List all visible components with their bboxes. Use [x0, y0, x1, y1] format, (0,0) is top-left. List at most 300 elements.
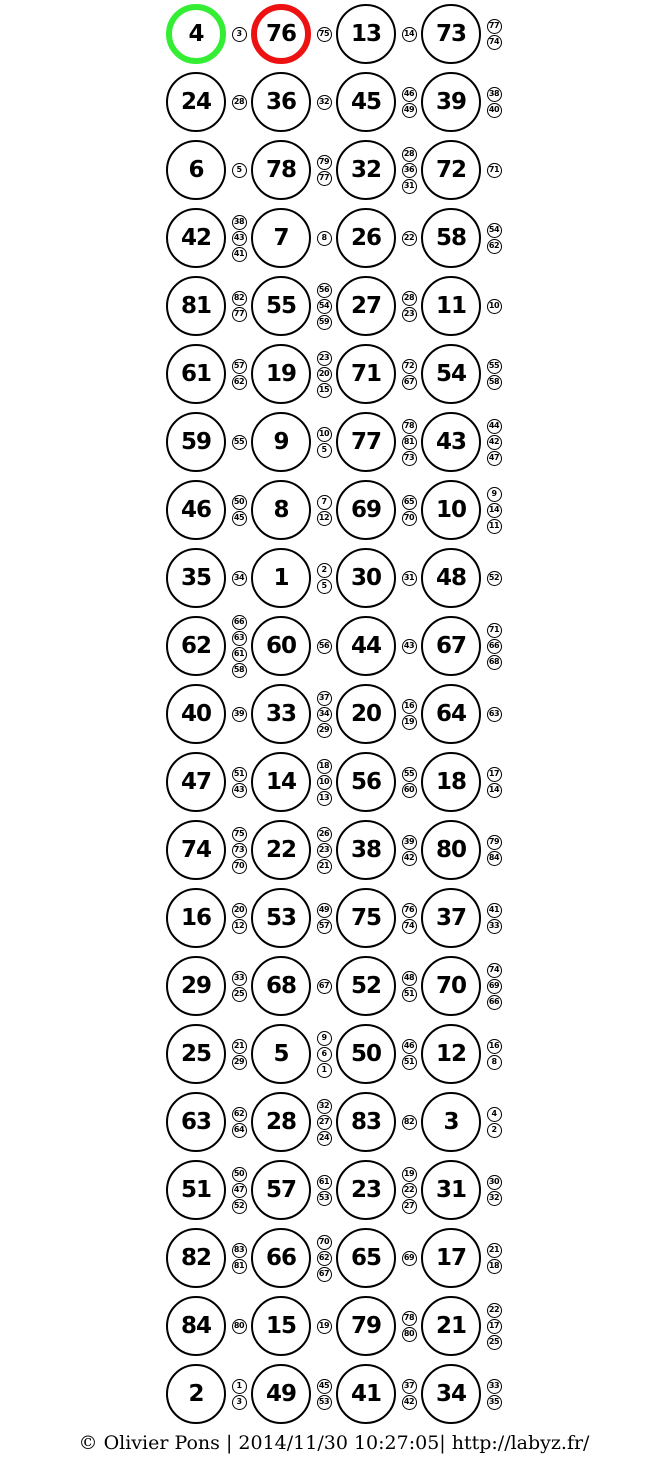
- link-number-badge: 22: [402, 1183, 417, 1198]
- maze-cell[interactable]: 67: [421, 616, 481, 676]
- link-number-badge: 28: [232, 95, 247, 110]
- maze-cell[interactable]: 61: [166, 344, 226, 404]
- link-number-badge: 67: [402, 375, 417, 390]
- cell-links: [229, 615, 249, 678]
- link-number-badge: 72: [402, 359, 417, 374]
- maze-cell[interactable]: 60: [251, 616, 311, 676]
- link-number-badge: 68: [487, 655, 502, 670]
- cell-links: [229, 435, 249, 450]
- maze-cell[interactable]: 54: [421, 344, 481, 404]
- maze-cell[interactable]: 47: [166, 752, 226, 812]
- link-number-badge: 1: [232, 1379, 247, 1394]
- maze-cell[interactable]: 69: [336, 480, 396, 540]
- link-number-badge: 12: [317, 511, 332, 526]
- link-number-badge: 78: [402, 419, 417, 434]
- maze-cell[interactable]: 45: [336, 72, 396, 132]
- link-number-badge: 44: [487, 419, 502, 434]
- cell-links: [399, 1251, 419, 1266]
- link-number-badge: 73: [232, 843, 247, 858]
- maze-cell[interactable]: 29: [166, 956, 226, 1016]
- link-number-badge: 46: [402, 87, 417, 102]
- link-number-badge: 19: [402, 1167, 417, 1182]
- maze-cell[interactable]: 17: [421, 1228, 481, 1288]
- link-number-badge: 55: [487, 359, 502, 374]
- link-number-badge: 24: [317, 1131, 332, 1146]
- cell-links: [229, 1243, 249, 1274]
- link-number-badge: 50: [232, 495, 247, 510]
- cell-links: [314, 1319, 334, 1334]
- link-number-badge: 5: [317, 579, 332, 594]
- cell-links: [399, 1039, 419, 1070]
- maze-cell[interactable]: 79: [336, 1296, 396, 1356]
- link-number-badge: 70: [232, 859, 247, 874]
- cell-links: [314, 1379, 334, 1410]
- maze-cell[interactable]: 83: [336, 1092, 396, 1152]
- link-number-badge: 20: [232, 903, 247, 918]
- link-number-badge: 2: [317, 563, 332, 578]
- maze-cell[interactable]: 25: [166, 1024, 226, 1084]
- link-number-badge: 74: [487, 963, 502, 978]
- link-number-badge: 57: [317, 919, 332, 934]
- cell-links: [314, 979, 334, 994]
- link-number-badge: 11: [487, 519, 502, 534]
- cell-links: [484, 1175, 504, 1206]
- link-number-badge: 66: [487, 995, 502, 1010]
- link-number-badge: 45: [317, 1379, 332, 1394]
- cell-links: [399, 639, 419, 654]
- cell-links: [399, 1379, 419, 1410]
- link-number-badge: 4: [487, 1107, 502, 1122]
- link-number-badge: 34: [317, 707, 332, 722]
- maze-cell[interactable]: 37: [421, 888, 481, 948]
- link-number-badge: 14: [487, 503, 502, 518]
- link-number-badge: 80: [232, 1319, 247, 1334]
- cell-links: [229, 1319, 249, 1334]
- link-number-badge: 61: [232, 647, 247, 662]
- link-number-badge: 49: [402, 103, 417, 118]
- cell-links: [399, 903, 419, 934]
- maze-cell[interactable]: 39: [421, 72, 481, 132]
- link-number-badge: 8: [317, 231, 332, 246]
- goal-cell[interactable]: 76: [251, 4, 311, 64]
- maze-cell[interactable]: 10: [421, 480, 481, 540]
- maze-cell[interactable]: 22: [251, 820, 311, 880]
- cell-links: [484, 903, 504, 934]
- link-number-badge: 35: [487, 1395, 502, 1410]
- cell-links: [229, 1167, 249, 1214]
- link-number-badge: 63: [487, 707, 502, 722]
- cell-links: [399, 231, 419, 246]
- link-number-badge: 62: [232, 1107, 247, 1122]
- link-number-badge: 21: [487, 1243, 502, 1258]
- maze-cell[interactable]: 63: [166, 1092, 226, 1152]
- cell-links: [399, 1311, 419, 1342]
- cell-links: [314, 691, 334, 738]
- maze-cell[interactable]: 74: [166, 820, 226, 880]
- maze-cell[interactable]: 7: [251, 208, 311, 268]
- link-number-badge: 70: [402, 511, 417, 526]
- link-number-badge: 37: [317, 691, 332, 706]
- link-number-badge: 22: [402, 231, 417, 246]
- start-cell[interactable]: 4: [166, 4, 226, 64]
- link-number-badge: 21: [232, 1039, 247, 1054]
- maze-cell[interactable]: 73: [421, 4, 481, 64]
- cell-links: [399, 1167, 419, 1214]
- cell-links: [484, 87, 504, 118]
- cell-links: [229, 27, 249, 42]
- maze-cell[interactable]: 31: [421, 1160, 481, 1220]
- maze-cell[interactable]: 72: [421, 140, 481, 200]
- link-number-badge: 27: [402, 1199, 417, 1214]
- cell-links: [229, 767, 249, 798]
- cell-links: [484, 767, 504, 798]
- maze-cell[interactable]: 82: [166, 1228, 226, 1288]
- link-number-badge: 82: [232, 291, 247, 306]
- link-number-badge: 5: [232, 163, 247, 178]
- link-number-badge: 80: [402, 1327, 417, 1342]
- maze-cell[interactable]: 27: [336, 276, 396, 336]
- maze-cell[interactable]: 32: [336, 140, 396, 200]
- link-number-badge: 36: [402, 163, 417, 178]
- link-number-badge: 75: [232, 827, 247, 842]
- maze-cell[interactable]: 65: [336, 1228, 396, 1288]
- cell-links: [229, 291, 249, 322]
- maze-cell[interactable]: 59: [166, 412, 226, 472]
- link-number-badge: 74: [402, 919, 417, 934]
- maze-cell[interactable]: 6: [166, 140, 226, 200]
- copyright-footer: © Olivier Pons | 2014/11/30 10:27:05| http://labyz.fr/: [78, 1432, 590, 1454]
- link-number-badge: 29: [317, 723, 332, 738]
- maze-cell[interactable]: 68: [251, 956, 311, 1016]
- link-number-badge: 10: [487, 299, 502, 314]
- cell-links: [484, 835, 504, 866]
- maze-cell[interactable]: 14: [251, 752, 311, 812]
- link-number-badge: 61: [317, 1175, 332, 1190]
- link-number-badge: 40: [487, 103, 502, 118]
- cell-links: [399, 27, 419, 42]
- cell-links: [229, 971, 249, 1002]
- link-number-badge: 77: [232, 307, 247, 322]
- cell-links: [484, 223, 504, 254]
- link-number-badge: 55: [402, 767, 417, 782]
- maze-cell[interactable]: 12: [421, 1024, 481, 1084]
- maze-cell[interactable]: 34: [421, 1364, 481, 1424]
- link-number-badge: 32: [317, 95, 332, 110]
- cell-links: [314, 95, 334, 110]
- link-number-badge: 79: [487, 835, 502, 850]
- maze-cell[interactable]: 64: [421, 684, 481, 744]
- cell-links: [229, 571, 249, 586]
- link-number-badge: 76: [402, 903, 417, 918]
- cell-links: [399, 767, 419, 798]
- link-number-badge: 42: [402, 1395, 417, 1410]
- link-number-badge: 19: [317, 1319, 332, 1334]
- maze-cell[interactable]: 19: [251, 344, 311, 404]
- cell-links: [229, 1107, 249, 1138]
- link-number-badge: 18: [317, 759, 332, 774]
- cell-links: [314, 903, 334, 934]
- link-number-badge: 3: [232, 27, 247, 42]
- cell-links: [484, 571, 504, 586]
- link-number-badge: 69: [402, 1251, 417, 1266]
- link-number-badge: 69: [487, 979, 502, 994]
- link-number-badge: 81: [232, 1259, 247, 1274]
- link-number-badge: 84: [487, 851, 502, 866]
- link-number-badge: 43: [232, 783, 247, 798]
- cell-links: [484, 299, 504, 314]
- maze-cell[interactable]: 33: [251, 684, 311, 744]
- cell-links: [229, 1379, 249, 1410]
- cell-links: [484, 19, 504, 50]
- cell-links: [399, 359, 419, 390]
- link-number-badge: 55: [232, 435, 247, 450]
- cell-links: [314, 1099, 334, 1146]
- link-number-badge: 42: [402, 851, 417, 866]
- maze-cell[interactable]: 2: [166, 1364, 226, 1424]
- cell-links: [229, 903, 249, 934]
- link-number-badge: 8: [487, 1055, 502, 1070]
- cell-links: [484, 707, 504, 722]
- link-number-badge: 19: [402, 715, 417, 730]
- maze-cell[interactable]: 23: [336, 1160, 396, 1220]
- cell-links: [314, 231, 334, 246]
- link-number-badge: 18: [487, 1259, 502, 1274]
- cell-links: [314, 759, 334, 806]
- cell-links: [229, 707, 249, 722]
- link-number-badge: 42: [487, 435, 502, 450]
- maze-cell[interactable]: 78: [251, 140, 311, 200]
- link-number-badge: 73: [402, 451, 417, 466]
- link-number-badge: 65: [402, 495, 417, 510]
- cell-links: [484, 963, 504, 1010]
- link-number-badge: 25: [232, 987, 247, 1002]
- link-number-badge: 12: [232, 919, 247, 934]
- link-number-badge: 62: [232, 375, 247, 390]
- maze-cell[interactable]: 40: [166, 684, 226, 744]
- link-number-badge: 51: [402, 987, 417, 1002]
- link-number-badge: 15: [317, 383, 332, 398]
- link-number-badge: 71: [487, 623, 502, 638]
- link-number-badge: 52: [487, 571, 502, 586]
- link-number-badge: 49: [317, 903, 332, 918]
- link-number-badge: 39: [232, 707, 247, 722]
- cell-links: [484, 1039, 504, 1070]
- cell-links: [399, 87, 419, 118]
- link-number-badge: 26: [317, 827, 332, 842]
- link-number-badge: 67: [317, 979, 332, 994]
- maze-cell[interactable]: 30: [336, 548, 396, 608]
- cell-links: [314, 827, 334, 874]
- link-number-badge: 1: [317, 1063, 332, 1078]
- maze-cell[interactable]: 46: [166, 480, 226, 540]
- link-number-badge: 51: [402, 1055, 417, 1070]
- maze-cell[interactable]: 1: [251, 548, 311, 608]
- link-number-badge: 28: [402, 291, 417, 306]
- cell-links: [314, 427, 334, 458]
- cell-links: [314, 495, 334, 526]
- link-number-badge: 62: [487, 239, 502, 254]
- cell-links: [484, 1379, 504, 1410]
- cell-links: [399, 971, 419, 1002]
- link-number-badge: 70: [317, 1235, 332, 1250]
- link-number-badge: 83: [232, 1243, 247, 1258]
- link-number-badge: 9: [487, 487, 502, 502]
- maze-cell[interactable]: 58: [421, 208, 481, 268]
- cell-links: [399, 835, 419, 866]
- maze-cell[interactable]: 71: [336, 344, 396, 404]
- link-number-badge: 53: [317, 1395, 332, 1410]
- link-number-badge: 33: [232, 971, 247, 986]
- link-number-badge: 25: [487, 1335, 502, 1350]
- maze-cell[interactable]: 8: [251, 480, 311, 540]
- link-number-badge: 16: [487, 1039, 502, 1054]
- link-number-badge: 56: [317, 283, 332, 298]
- link-number-badge: 64: [232, 1123, 247, 1138]
- link-number-badge: 10: [317, 775, 332, 790]
- maze-cell[interactable]: 53: [251, 888, 311, 948]
- cell-links: [484, 163, 504, 178]
- cell-links: [314, 563, 334, 594]
- maze-cell[interactable]: 49: [251, 1364, 311, 1424]
- cell-links: [314, 1235, 334, 1282]
- link-number-badge: 5: [317, 443, 332, 458]
- link-number-badge: 79: [317, 155, 332, 170]
- maze-cell[interactable]: 80: [421, 820, 481, 880]
- maze-cell[interactable]: 28: [251, 1092, 311, 1152]
- link-number-badge: 77: [487, 19, 502, 34]
- maze-cell[interactable]: 52: [336, 956, 396, 1016]
- link-number-badge: 17: [487, 767, 502, 782]
- link-number-badge: 37: [402, 1379, 417, 1394]
- cell-links: [484, 623, 504, 670]
- maze-cell[interactable]: 13: [336, 4, 396, 64]
- link-number-badge: 56: [317, 639, 332, 654]
- link-number-badge: 14: [402, 27, 417, 42]
- cell-links: [484, 1107, 504, 1138]
- maze-cell[interactable]: 20: [336, 684, 396, 744]
- link-number-badge: 71: [487, 163, 502, 178]
- link-number-badge: 23: [317, 351, 332, 366]
- link-number-badge: 39: [402, 835, 417, 850]
- cell-links: [229, 215, 249, 262]
- maze-cell[interactable]: 81: [166, 276, 226, 336]
- maze-cell[interactable]: 16: [166, 888, 226, 948]
- link-number-badge: 41: [232, 247, 247, 262]
- link-number-badge: 13: [317, 791, 332, 806]
- maze-cell[interactable]: 41: [336, 1364, 396, 1424]
- link-number-badge: 60: [402, 783, 417, 798]
- cell-links: [314, 283, 334, 330]
- link-number-badge: 63: [232, 631, 247, 646]
- maze-cell[interactable]: 77: [336, 412, 396, 472]
- cell-links: [314, 1175, 334, 1206]
- link-number-badge: 16: [402, 699, 417, 714]
- cell-links: [229, 95, 249, 110]
- link-number-badge: 14: [487, 783, 502, 798]
- maze-cell[interactable]: 3: [421, 1092, 481, 1152]
- link-number-badge: 10: [317, 427, 332, 442]
- cell-links: [314, 1031, 334, 1078]
- cell-links: [229, 495, 249, 526]
- link-number-badge: 23: [402, 307, 417, 322]
- link-number-badge: 67: [317, 1267, 332, 1282]
- maze-cell[interactable]: 24: [166, 72, 226, 132]
- link-number-badge: 41: [487, 903, 502, 918]
- cell-links: [399, 699, 419, 730]
- maze-cell[interactable]: 38: [336, 820, 396, 880]
- maze-cell[interactable]: 43: [421, 412, 481, 472]
- maze-cell[interactable]: 15: [251, 1296, 311, 1356]
- link-number-badge: 33: [487, 919, 502, 934]
- maze-cell[interactable]: 55: [251, 276, 311, 336]
- maze-cell[interactable]: 57: [251, 1160, 311, 1220]
- link-number-badge: 59: [317, 315, 332, 330]
- link-number-badge: 57: [232, 359, 247, 374]
- maze-cell[interactable]: 48: [421, 548, 481, 608]
- link-number-badge: 43: [402, 639, 417, 654]
- link-number-badge: 53: [317, 1191, 332, 1206]
- link-number-badge: 2: [487, 1123, 502, 1138]
- link-number-badge: 7: [317, 495, 332, 510]
- maze-cell[interactable]: 21: [421, 1296, 481, 1356]
- maze-cell[interactable]: 51: [166, 1160, 226, 1220]
- maze-cell[interactable]: 75: [336, 888, 396, 948]
- maze-cell[interactable]: 35: [166, 548, 226, 608]
- maze-cell[interactable]: 70: [421, 956, 481, 1016]
- link-number-badge: 20: [317, 367, 332, 382]
- maze-cell[interactable]: 36: [251, 72, 311, 132]
- maze-cell[interactable]: 66: [251, 1228, 311, 1288]
- maze-cell[interactable]: 11: [421, 276, 481, 336]
- link-number-badge: 62: [317, 1251, 332, 1266]
- link-number-badge: 22: [487, 1303, 502, 1318]
- link-number-badge: 46: [402, 1039, 417, 1054]
- link-number-badge: 43: [232, 231, 247, 246]
- link-number-badge: 51: [232, 767, 247, 782]
- link-number-badge: 29: [232, 1055, 247, 1070]
- link-number-badge: 47: [232, 1183, 247, 1198]
- maze-cell[interactable]: 26: [336, 208, 396, 268]
- maze-cell[interactable]: 9: [251, 412, 311, 472]
- maze-cell[interactable]: 84: [166, 1296, 226, 1356]
- cell-links: [484, 487, 504, 534]
- link-number-badge: 82: [402, 1115, 417, 1130]
- link-number-badge: 54: [317, 299, 332, 314]
- cell-links: [399, 147, 419, 194]
- maze-cell[interactable]: 50: [336, 1024, 396, 1084]
- maze-cell[interactable]: 62: [166, 616, 226, 676]
- cell-links: [484, 1243, 504, 1274]
- cell-links: [484, 419, 504, 466]
- link-number-badge: 66: [232, 615, 247, 630]
- maze-cell[interactable]: 44: [336, 616, 396, 676]
- cell-links: [229, 1039, 249, 1070]
- link-number-badge: 31: [402, 179, 417, 194]
- cell-links: [229, 827, 249, 874]
- link-number-badge: 47: [487, 451, 502, 466]
- link-number-badge: 45: [232, 511, 247, 526]
- cell-links: [399, 495, 419, 526]
- link-number-badge: 58: [487, 375, 502, 390]
- maze-cell[interactable]: 5: [251, 1024, 311, 1084]
- maze-cell[interactable]: 42: [166, 208, 226, 268]
- link-number-badge: 48: [402, 971, 417, 986]
- cell-links: [314, 27, 334, 42]
- maze-cell[interactable]: 56: [336, 752, 396, 812]
- link-number-badge: 50: [232, 1167, 247, 1182]
- maze-cell[interactable]: 18: [421, 752, 481, 812]
- link-number-badge: 30: [487, 1175, 502, 1190]
